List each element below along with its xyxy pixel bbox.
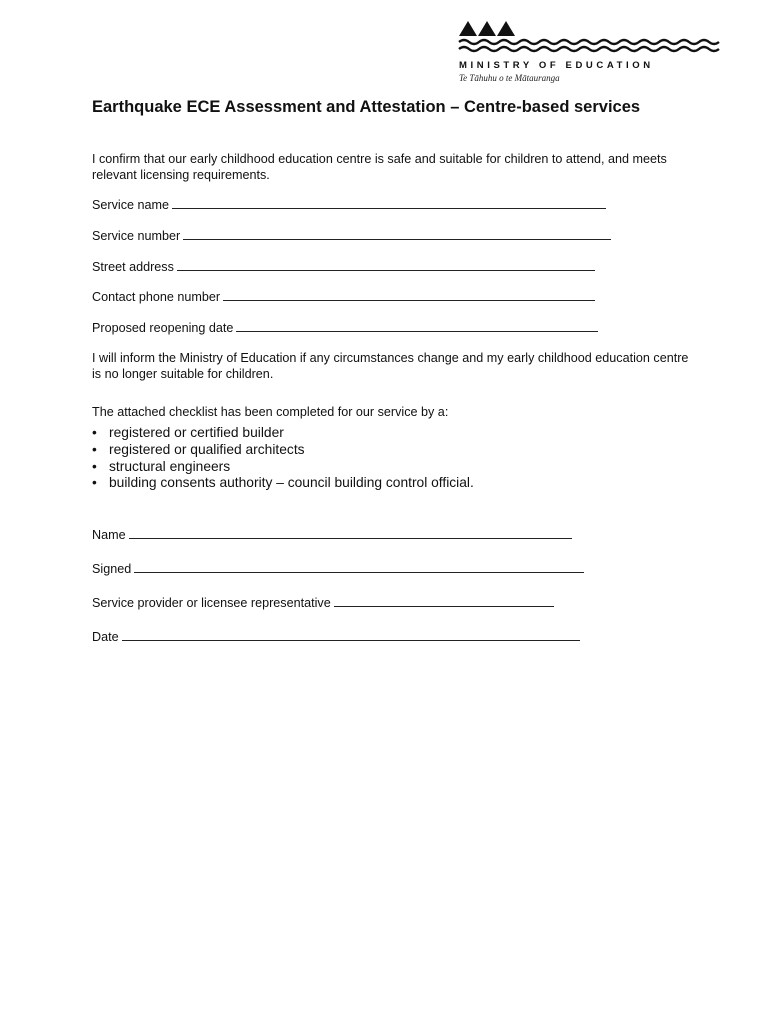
street-address-field[interactable] [92, 258, 595, 275]
mountains-waves-icon [457, 20, 727, 60]
date-line[interactable] [122, 628, 580, 641]
service-number-field[interactable] [92, 227, 611, 244]
reopening-date-field[interactable] [92, 319, 598, 336]
bullet-icon: • [92, 458, 97, 474]
list-item [92, 459, 474, 476]
signed-field[interactable] [92, 560, 584, 577]
list-item [92, 425, 474, 442]
list-item-text: registered or qualified architects [109, 441, 305, 457]
field-label: Contact phone number [92, 290, 221, 304]
logo-tagline: Te Tāhuhu o te Mātauranga [459, 73, 560, 83]
logo-name: MINISTRY OF EDUCATION [459, 60, 654, 71]
bullet-icon: • [92, 441, 97, 457]
intro-paragraph: I confirm that our early childhood education centre is safe and suitable for children to attend, and meets relevant licensing requirements. [92, 152, 667, 182]
contact-phone-field[interactable] [92, 288, 595, 305]
checklist-intro: The attached checklist has been completed for our service by a: [92, 405, 449, 419]
bullet-icon: • [92, 425, 97, 440]
representative-line[interactable] [334, 594, 554, 607]
contact-phone-line[interactable] [223, 288, 595, 301]
field-label: Service number [92, 229, 181, 243]
inform-paragraph: I will inform the Ministry of Education if any circumstances change and my early childhood education centre is no longer suitable for children. [92, 351, 689, 381]
field-label: Signed [92, 562, 132, 576]
service-number-line[interactable] [183, 227, 611, 240]
list-item [92, 475, 474, 492]
bullet-icon: • [92, 475, 97, 491]
signed-line[interactable] [134, 560, 584, 573]
list-item [92, 442, 474, 459]
checklist-list [92, 425, 474, 492]
field-label: Date [92, 630, 119, 644]
service-name-line[interactable] [172, 196, 606, 209]
list-item-text: building consents authority – council building control official. [109, 475, 474, 491]
representative-field[interactable] [92, 594, 554, 611]
document-title: Earthquake ECE Assessment and Attestation – Centre-based services [92, 98, 641, 116]
field-label: Name [92, 528, 126, 542]
field-label: Street address [92, 260, 174, 274]
list-item-text: structural engineers [109, 458, 231, 474]
name-field[interactable] [92, 526, 572, 543]
street-address-line[interactable] [177, 258, 595, 271]
service-name-field[interactable] [92, 196, 606, 213]
name-line[interactable] [129, 526, 572, 539]
reopening-date-line[interactable] [236, 319, 598, 332]
ministry-logo [457, 20, 727, 86]
date-field[interactable] [92, 628, 580, 645]
field-label: Service name [92, 198, 169, 212]
field-label: Proposed reopening date [92, 321, 234, 335]
field-label: Service provider or licensee representative [92, 596, 331, 610]
list-item-text: registered or certified builder [109, 425, 284, 440]
